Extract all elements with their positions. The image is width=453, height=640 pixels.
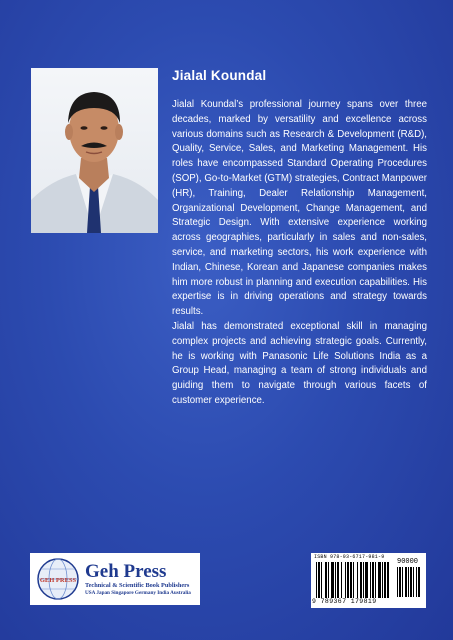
barcode-bars [316,562,394,598]
barcode-addon-bar [418,567,420,597]
author-bio [172,98,427,409]
barcode-addon-bar [397,567,398,597]
barcode-bar [337,562,339,598]
publisher-name: Geh Press [85,560,167,582]
barcode-bar [363,562,364,598]
barcode-bar [335,562,336,598]
barcode-bar [347,562,349,598]
barcode-bar [382,562,383,598]
barcode-bar [318,562,320,598]
publisher-logo-block [30,553,200,605]
barcode-bar [331,562,334,598]
barcode-bar [325,562,327,598]
barcode-bar [375,562,376,598]
author-photo [31,68,158,233]
barcode-addon-bar [399,567,401,597]
barcode-bar [378,562,381,598]
barcode-bar [345,562,346,598]
bio-paragraph-2: Jialal has demonstrated exceptional skill in managing complex projects and achieving strategic goals. Currently, he is working with Panasonic Life Solutions India as a Group Head, managing a team of strong individuals and guiding them to navigate through various facets of customer experience. [172,320,427,406]
barcode-bar [341,562,342,598]
barcode-bar [360,562,362,598]
barcode-bar [316,562,317,598]
barcode-addon-bars [397,567,423,597]
barcode-bar [387,562,389,598]
barcode-bar [365,562,368,598]
barcode-addon-bar [402,567,403,597]
barcode-bar [370,562,371,598]
globe-logo-icon [36,557,80,601]
barcode-addon-bar [413,567,414,597]
barcode-bar [372,562,374,598]
barcode-bar [353,562,354,598]
publisher-tagline: Technical & Scientific Book Publishers [85,581,190,589]
barcode-bar [357,562,358,598]
barcode-addon-bar [410,567,412,597]
isbn-barcode [311,553,426,608]
barcode-bar [350,562,352,598]
logo-text: GEH PRESS [39,577,77,584]
publisher-countries: USA Japan Singapore Germany India Australia [85,589,191,596]
barcode-bar [321,562,322,598]
barcode-addon-bar [416,567,417,597]
author-name: Jialal Koundal [172,68,267,83]
publisher-text [85,562,191,597]
barcode-bar [328,562,329,598]
isbn-label: ISBN 978-93-6717-981-9 [314,554,385,560]
barcode-addon-bar [408,567,409,597]
ean-digits: 9 789367 179819 [312,598,377,605]
barcode-addon-number: 90000 [397,558,419,566]
barcode-bar [384,562,386,598]
bio-paragraph-1: Jialal Koundal’s professional journey spans over three decades, marked by versatility and excellence across various domains such as Research & Development (R&D), Quality, Service, Sales, and Marketing Management. His roles have encompassed Standard Operating Procedures (SOP), Go-to-Market (GTM) strategies, Contract Manpower (HR), Training, Dealer Relationship Management, Organizational Development, Change Management, and Strategic Design. With extensive experience working across geographies, particularly in sales and non-sales, service, and marketing sectors, his work experience with Indian, Chinese, Korean and Japanese companies makes him more robust in planning and execution capabilities. His expertise is in driving operations and strategy towards results. [172,99,427,318]
barcode-addon-bar [405,567,407,597]
